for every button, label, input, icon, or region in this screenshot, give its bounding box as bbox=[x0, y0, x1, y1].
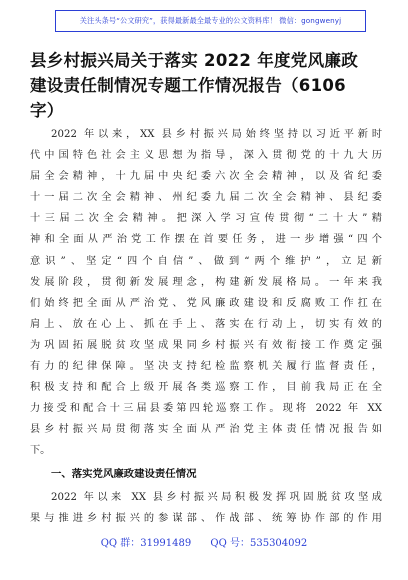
paragraph-line: 届全会精神，十九届中央纪委六次全会精神，以及省纪委 bbox=[30, 171, 382, 183]
promo-banner: 关注头条号“公文研究”，获得最新最全最专业的公文资料库！ 微信：gongwenyj bbox=[55, 10, 366, 32]
paragraph-line: 县乡村振兴局贯彻落实全面从严治党主体责任情况报告如 bbox=[30, 424, 382, 436]
paragraph-line: 们始终把全面从严治党、党风廉政建设和反腐败工作扛在 bbox=[30, 297, 382, 309]
section-heading: 一、落实党风廉政建设责任情况 bbox=[51, 467, 197, 480]
paragraph-line: 十三届二次全会精神。把深入学习宣传贯彻“二十大”精 bbox=[30, 213, 382, 225]
paragraph-line: 为巩固拓展脱贫攻坚成果同乡村振兴有效衔接工作奠定强 bbox=[30, 339, 382, 351]
paragraph-line: 有力的纪律保障。坚决支持纪检监察机关履行监督责任， bbox=[30, 361, 382, 373]
paragraph-line: 积极支持和配合上级开展各类巡察工作，目前我局正在全 bbox=[30, 382, 382, 394]
document-body bbox=[30, 124, 382, 529]
title-line: 县乡村振兴局关于落实 2022 年度党风廉政 bbox=[30, 51, 359, 70]
footer-contact bbox=[0, 534, 408, 554]
paragraph-line: 2022 年以来 XX 县乡村振兴局积极发挥巩固脱贫攻坚成 bbox=[51, 491, 382, 503]
title-line: 字） bbox=[30, 101, 64, 120]
paragraph-line: 神和全面从严治党工作摆在首要任务，进一步增强“四个 bbox=[30, 234, 382, 246]
qq-number: QQ 号：535304092 bbox=[210, 538, 308, 549]
paragraph-line: 果与推进乡村振兴的参谋部、作战部、统筹协作部的作用 bbox=[30, 512, 382, 524]
paragraph-line: 2022 年以来，XX 县乡村振兴局始终坚持以习近平新时 bbox=[51, 129, 382, 140]
paragraph-line: 力接受和配合十三届县委第四轮巡察工作。现将 2022 年 XX bbox=[30, 403, 382, 415]
paragraph-line: 发展阶段，贯彻新发展理念，构建新发展格局。一年来我 bbox=[30, 276, 382, 288]
paragraph-line: 代中国特色社会主义思想为指导，深入贯彻党的十九大历 bbox=[30, 150, 382, 162]
document-title bbox=[30, 48, 380, 123]
paragraph-line: 下。 bbox=[30, 445, 51, 457]
qq-group: QQ 群：31991489 bbox=[100, 538, 192, 549]
paragraph-line: 肩上、放在心上、抓在手上、落实在行动上，切实有效的 bbox=[30, 318, 382, 330]
title-line: 建设责任制情况专题工作情况报告（6106 bbox=[30, 76, 346, 95]
paragraph-line: 意识”、坚定“四个自信”、做到“两个维护”，立足新 bbox=[30, 255, 382, 267]
paragraph-line: 十一届二次全会精神、州纪委九届二次全会精神、县纪委 bbox=[30, 192, 382, 204]
